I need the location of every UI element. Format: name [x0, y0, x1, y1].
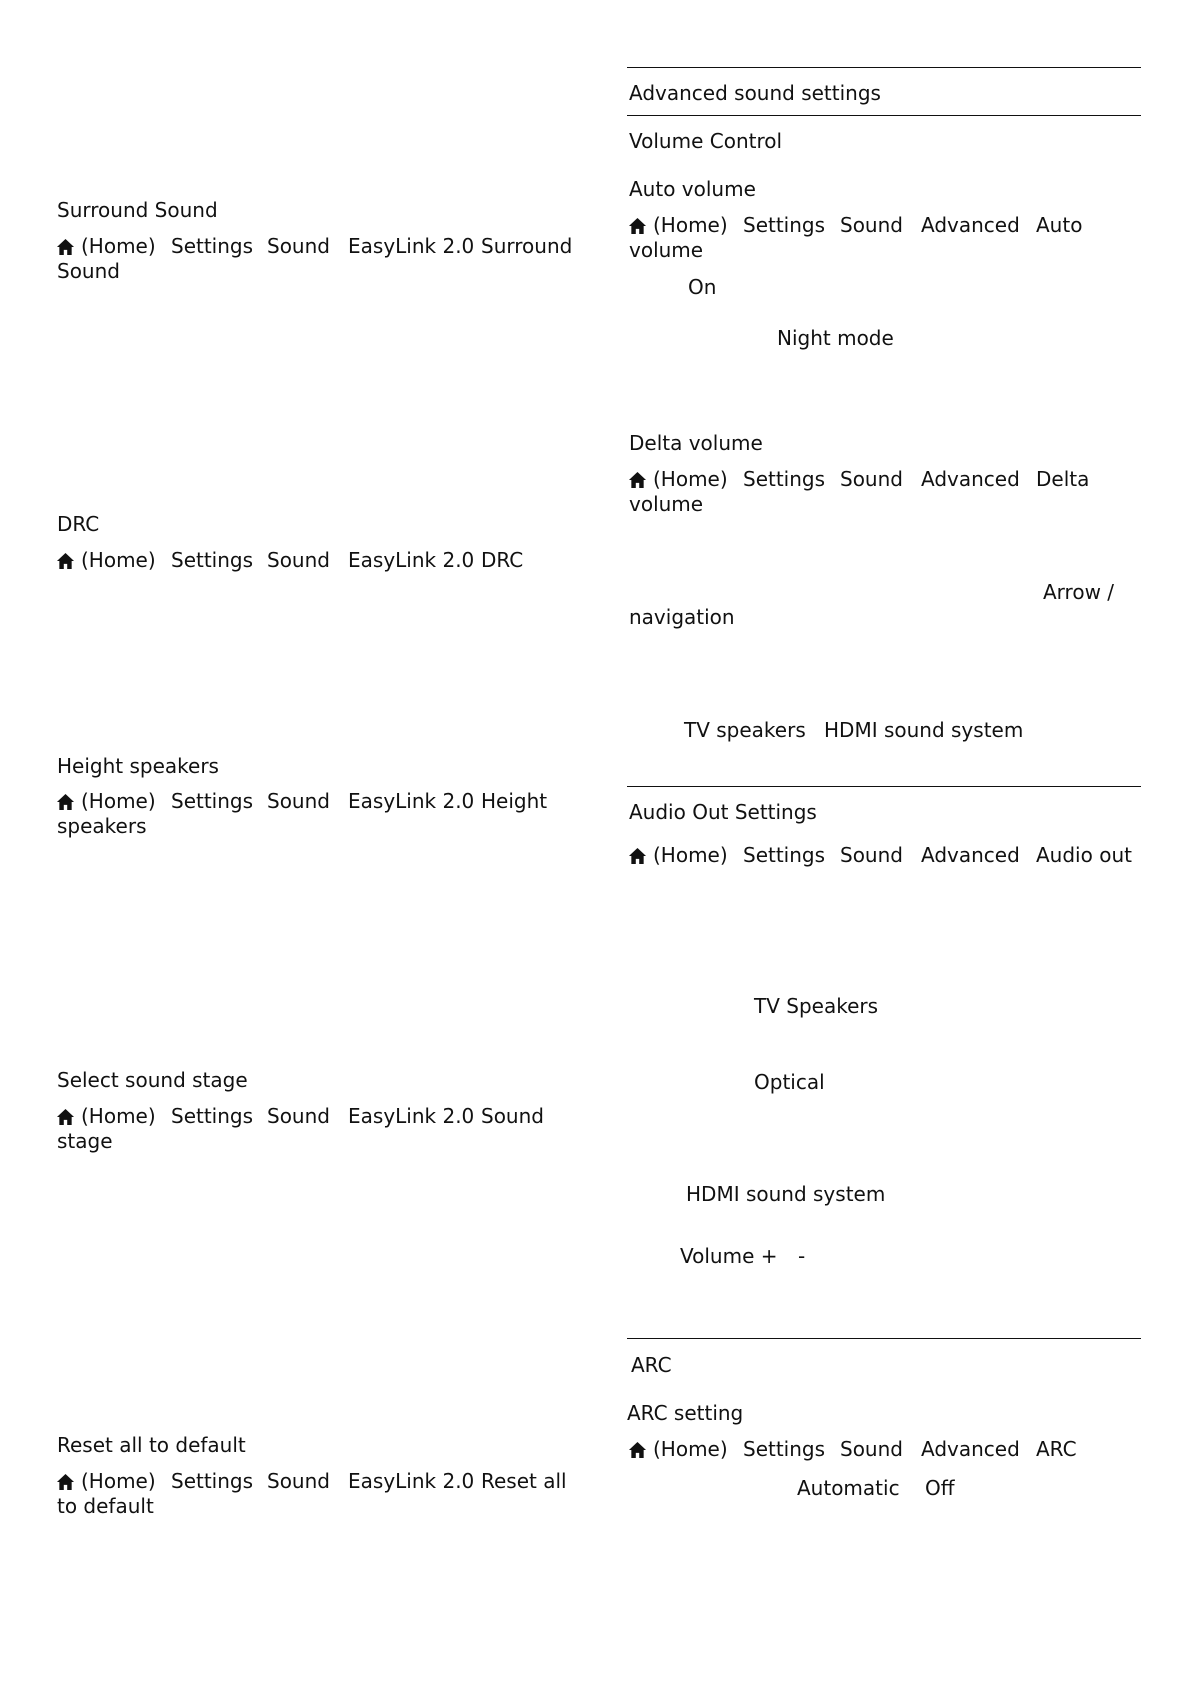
path-easylink: EasyLink 2.0: [348, 789, 475, 813]
hdmi-sound-system-option: HDMI sound system: [686, 1182, 886, 1206]
path-easylink: EasyLink 2.0: [348, 234, 475, 258]
path-home: (Home): [81, 548, 156, 572]
arc-setting-heading: ARC setting: [627, 1401, 744, 1425]
path-settings: Settings: [171, 234, 254, 258]
path-settings: Settings: [171, 1104, 254, 1128]
path-auto: Auto: [1036, 213, 1083, 237]
auto-volume-heading: Auto volume: [629, 177, 756, 201]
path-home: (Home): [81, 234, 156, 258]
path-settings: Settings: [743, 467, 826, 491]
path-home: (Home): [653, 467, 728, 491]
drc-heading: DRC: [57, 512, 100, 536]
home-icon: [56, 552, 75, 570]
home-icon: [56, 238, 75, 256]
path-sound: Sound: [267, 1104, 330, 1128]
path-height: Height: [481, 789, 548, 813]
path-sound: Sound: [267, 548, 330, 572]
path-reset-all: Reset all: [481, 1469, 567, 1493]
option-automatic: Automatic: [797, 1476, 900, 1500]
path-arc: ARC: [1036, 1437, 1077, 1461]
path-easylink: EasyLink 2.0: [348, 1104, 475, 1128]
path-continuation: volume: [629, 492, 704, 516]
path-advanced: Advanced: [921, 213, 1020, 237]
path-settings: Settings: [171, 789, 254, 813]
advanced-sound-title: Advanced sound settings: [629, 81, 881, 105]
volume-minus-label: -: [798, 1244, 806, 1268]
section-rule: [627, 786, 1141, 787]
path-easylink: EasyLink 2.0: [348, 1469, 475, 1493]
path-sound: Sound: [840, 1437, 903, 1461]
option-off: Off: [925, 1476, 955, 1500]
path-home: (Home): [81, 1469, 156, 1493]
path-home: (Home): [81, 1104, 156, 1128]
path-settings: Settings: [743, 843, 826, 867]
path-home: (Home): [653, 1437, 728, 1461]
home-icon: [628, 471, 647, 489]
path-home: (Home): [653, 213, 728, 237]
option-on: On: [688, 275, 717, 299]
home-icon: [56, 1473, 75, 1491]
section-rule: [627, 67, 1141, 68]
path-continuation: Sound: [57, 259, 120, 283]
path-settings: Settings: [171, 1469, 254, 1493]
path-sound: Sound: [840, 843, 903, 867]
path-easylink: EasyLink 2.0: [348, 548, 475, 572]
path-sound: Sound: [840, 213, 903, 237]
home-icon: [56, 793, 75, 811]
home-icon: [628, 217, 647, 235]
path-continuation: to default: [57, 1494, 154, 1518]
reset-heading: Reset all to default: [57, 1433, 246, 1457]
delta-volume-heading: Delta volume: [629, 431, 763, 455]
tv-speakers-label: TV speakers: [684, 718, 806, 742]
section-rule: [627, 115, 1141, 116]
audio-out-heading: Audio Out Settings: [629, 800, 817, 824]
path-home: (Home): [81, 789, 156, 813]
path-sound: Sound: [267, 234, 330, 258]
path-delta: Delta: [1036, 467, 1090, 491]
stage-heading: Select sound stage: [57, 1068, 248, 1092]
path-sound: Sound: [840, 467, 903, 491]
path-settings: Settings: [171, 548, 254, 572]
surround-heading: Surround Sound: [57, 198, 218, 222]
path-settings: Settings: [743, 213, 826, 237]
hdmi-sound-system-label: HDMI sound system: [824, 718, 1024, 742]
path-sound: Sound: [267, 1469, 330, 1493]
path-sound: Sound: [267, 789, 330, 813]
path-continuation: volume: [629, 238, 704, 262]
path-sound-stage: Sound: [481, 1104, 544, 1128]
home-icon: [628, 847, 647, 865]
path-audio-out: Audio out: [1036, 843, 1132, 867]
volume-plus-label: Volume +: [680, 1244, 778, 1268]
path-continuation: stage: [57, 1129, 113, 1153]
navigation-label: navigation: [629, 605, 735, 629]
home-icon: [628, 1441, 647, 1459]
path-advanced: Advanced: [921, 843, 1020, 867]
path-home: (Home): [653, 843, 728, 867]
path-advanced: Advanced: [921, 467, 1020, 491]
path-drc: DRC: [481, 548, 524, 572]
arc-section-title: ARC: [631, 1353, 672, 1377]
path-settings: Settings: [743, 1437, 826, 1461]
option-night-mode: Night mode: [777, 326, 894, 350]
tv-speakers-option: TV Speakers: [754, 994, 879, 1018]
home-icon: [56, 1108, 75, 1126]
path-surround: Surround: [481, 234, 573, 258]
section-rule: [627, 1338, 1141, 1339]
height-heading: Height speakers: [57, 754, 219, 778]
path-continuation: speakers: [57, 814, 147, 838]
optical-option: Optical: [754, 1070, 825, 1094]
arrow-navigation-label: Arrow /: [1043, 580, 1115, 604]
volume-control-heading: Volume Control: [629, 129, 783, 153]
path-advanced: Advanced: [921, 1437, 1020, 1461]
